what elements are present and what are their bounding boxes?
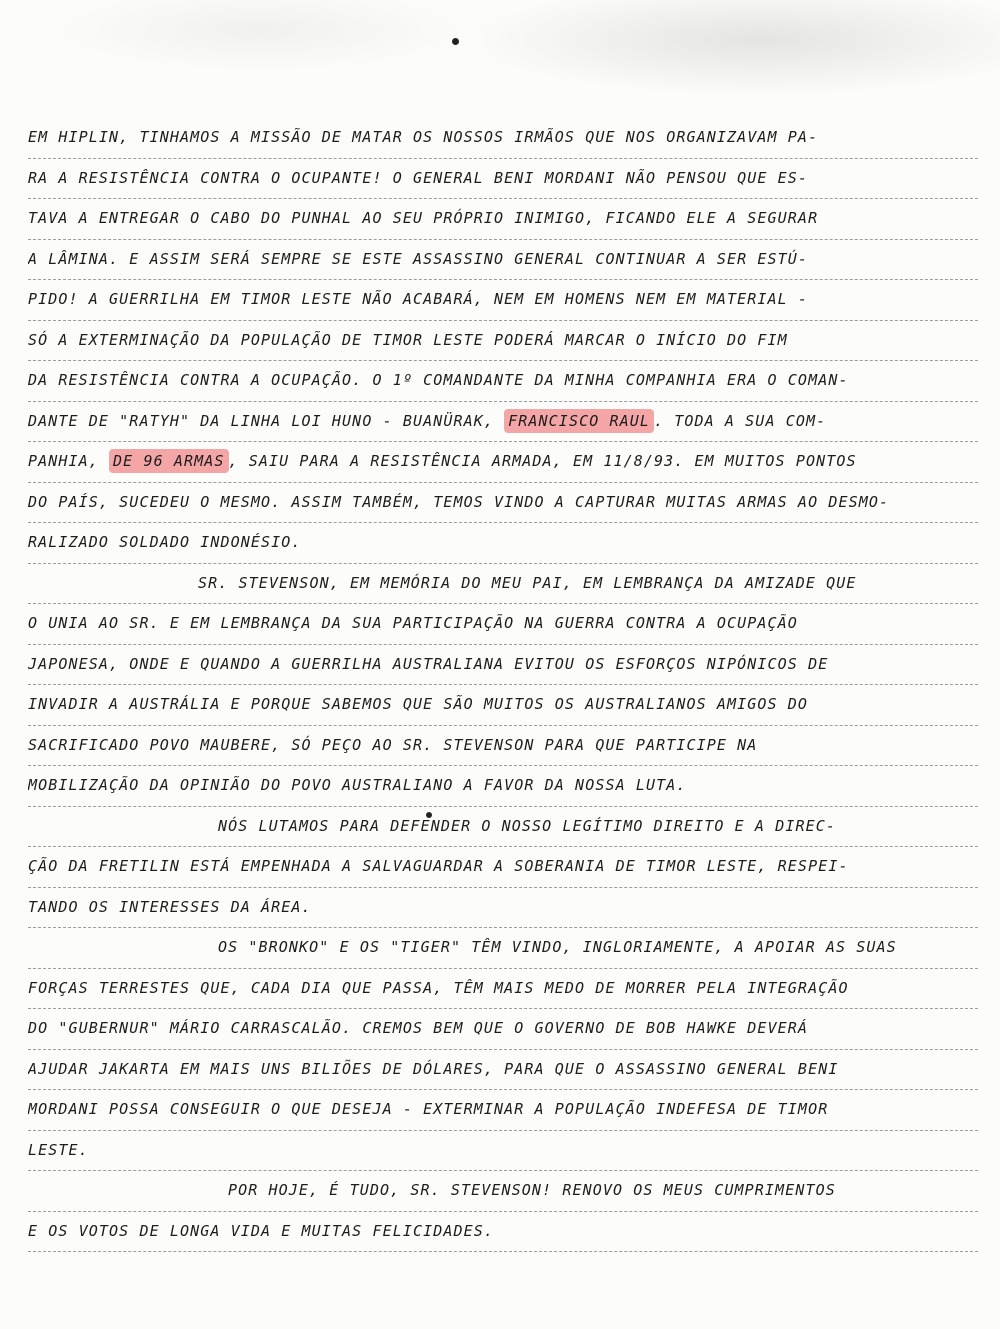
- text-line: [28, 969, 978, 1010]
- handwritten-text-body: [28, 118, 978, 1252]
- text-segment: PANHIA,: [28, 452, 110, 470]
- text-segment: . TODA A SUA COM-: [654, 411, 827, 430]
- text-line: [28, 321, 978, 362]
- text-segment: SR. STEVENSON, EM MEMÓRIA DO MEU PAI, EM LEMBRANÇA DA AMIZADE QUE: [198, 573, 857, 592]
- text-segment: , SAIU PARA A RESISTÊNCIA ARMADA, EM 11/8/93. EM MUITOS PONTOS: [228, 452, 857, 470]
- text-line: [28, 1171, 978, 1212]
- text-segment: FORÇAS TERRESTES QUE, CADA DIA QUE PASSA, TÊM MAIS MEDO DE MORRER PELA INTEGRAÇÃO: [28, 978, 849, 997]
- text-segment: O UNIA AO SR. E EM LEMBRANÇA DA SUA PARTICIPAÇÃO NA GUERRA CONTRA A OCUPAÇÃO: [28, 614, 798, 632]
- text-line: [28, 199, 978, 240]
- text-segment: NÓS LUTAMOS PARA DEFENDER O NOSSO LEGÍTIMO DIREITO E A DIREC-: [218, 816, 836, 835]
- text-segment: RALIZADO SOLDADO INDONÉSIO.: [28, 533, 302, 551]
- highlighted-phrase: FRANCISCO RAUL: [504, 409, 654, 433]
- text-segment: LESTE.: [28, 1140, 89, 1159]
- text-segment: TAVA A ENTREGAR O CABO DO PUNHAL AO SEU PRÓPRIO INIMIGO, FICANDO ELE A SEGURAR: [28, 209, 819, 227]
- text-segment: DANTE DE "RATYH" DA LINHA LOI HUNO - BUANÜRAK,: [28, 411, 505, 430]
- text-line: [28, 1212, 978, 1253]
- text-line: [28, 118, 978, 159]
- text-line: [28, 1009, 978, 1050]
- text-line: [28, 483, 978, 524]
- text-segment: DO PAÍS, SUCEDEU O MESMO. ASSIM TAMBÉM, TEMOS VINDO A CAPTURAR MUITAS ARMAS AO DESMO-: [28, 492, 890, 511]
- text-segment: MOBILIZAÇÃO DA OPINIÃO DO POVO AUSTRALIANO A FAVOR DA NOSSA LUTA.: [28, 776, 687, 794]
- text-segment: ÇÃO DA FRETILIN ESTÁ EMPENHADA A SALVAGUARDAR A SOBERANIA DE TIMOR LESTE, RESPEI-: [28, 857, 849, 875]
- text-line: [28, 1090, 978, 1131]
- text-segment: EM HIPLIN, TINHAMOS A MISSÃO DE MATAR OS NOSSOS IRMÃOS QUE NOS ORGANIZAVAM PA-: [28, 128, 819, 146]
- text-line: [28, 361, 978, 402]
- text-segment: SACRIFICADO POVO MAUBERE, SÓ PEÇO AO SR. STEVENSON PARA QUE PARTICIPE NA: [28, 735, 758, 754]
- text-line: [28, 766, 978, 807]
- text-line: [28, 685, 978, 726]
- text-line: [28, 1131, 978, 1172]
- text-segment: RA A RESISTÊNCIA CONTRA O OCUPANTE! O GENERAL BENI MORDANI NÃO PENSOU QUE ES-: [28, 168, 809, 187]
- text-line: [28, 402, 978, 443]
- text-line: [28, 1050, 978, 1091]
- text-line: [28, 847, 978, 888]
- text-line: [28, 726, 978, 767]
- text-line: [28, 523, 978, 564]
- text-line: [28, 807, 978, 848]
- text-line: [28, 604, 978, 645]
- text-line: [28, 442, 978, 483]
- text-segment: TANDO OS INTERESSES DA ÁREA.: [28, 897, 312, 916]
- text-line: [28, 928, 978, 969]
- text-segment: AJUDAR JAKARTA EM MAIS UNS BILIÕES DE DÓLARES, PARA QUE O ASSASSINO GENERAL BENI: [28, 1059, 839, 1078]
- text-segment: POR HOJE, É TUDO, SR. STEVENSON! RENOVO OS MEUS CUMPRIMENTOS: [228, 1181, 836, 1199]
- text-segment: INVADIR A AUSTRÁLIA E PORQUE SABEMOS QUE SÃO MUITOS OS AUSTRALIANOS AMIGOS DO: [28, 695, 809, 713]
- text-segment: MORDANI POSSA CONSEGUIR O QUE DESEJA - EXTERMINAR A POPULAÇÃO INDEFESA DE TIMOR: [28, 1100, 829, 1118]
- text-segment: JAPONESA, ONDE E QUANDO A GUERRILHA AUSTRALIANA EVITOU OS ESFORÇOS NIPÓNICOS DE: [28, 654, 829, 673]
- text-line: [28, 159, 978, 200]
- text-line: [28, 280, 978, 321]
- text-line: [28, 645, 978, 686]
- text-segment: OS "BRONKO" E OS "TIGER" TÊM VINDO, INGLORIAMENTE, A APOIAR AS SUAS: [218, 938, 897, 956]
- text-line: [28, 564, 978, 605]
- text-segment: DO "GUBERNUR" MÁRIO CARRASCALÃO. CREMOS BEM QUE O GOVERNO DE BOB HAWKE DEVERÁ: [28, 1019, 809, 1037]
- highlighted-phrase: DE 96 ARMAS: [109, 449, 228, 473]
- text-segment: SÓ A EXTERMINAÇÃO DA POPULAÇÃO DE TIMOR LESTE PODERÁ MARCAR O INÍCIO DO FIM: [28, 330, 788, 349]
- text-segment: PIDO! A GUERRILHA EM TIMOR LESTE NÃO ACABARÁ, NEM EM HOMENS NEM EM MATERIAL -: [28, 290, 809, 308]
- ink-speck: [452, 38, 459, 45]
- text-segment: E OS VOTOS DE LONGA VIDA E MUITAS FELICIDADES.: [28, 1221, 495, 1240]
- text-segment: DA RESISTÊNCIA CONTRA A OCUPAÇÃO. O 1º COMANDANTE DA MINHA COMPANHIA ERA O COMAN-: [28, 371, 849, 389]
- text-line: [28, 888, 978, 929]
- text-segment: A LÂMINA. E ASSIM SERÁ SEMPRE SE ESTE ASSASSINO GENERAL CONTINUAR A SER ESTÚ-: [28, 249, 809, 268]
- text-line: [28, 240, 978, 281]
